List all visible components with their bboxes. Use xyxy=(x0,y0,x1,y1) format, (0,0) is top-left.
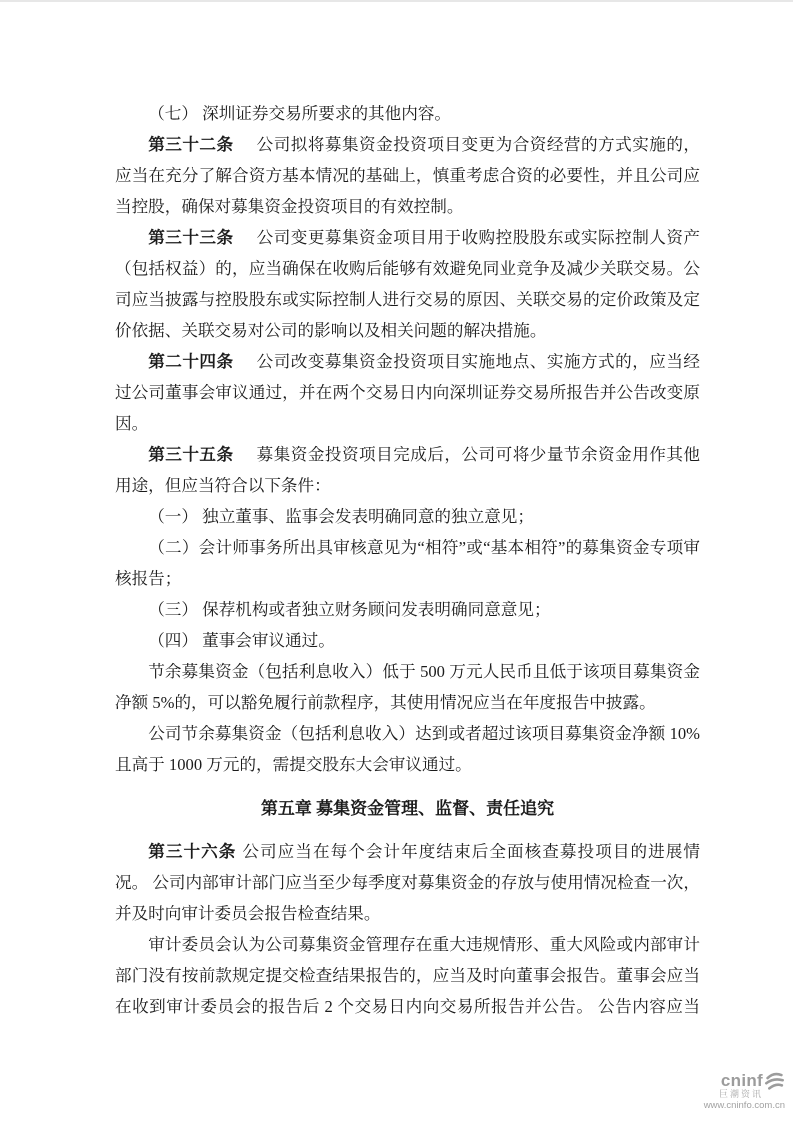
list-item-1 xyxy=(115,501,700,532)
article-33-term: 第三十三条 xyxy=(148,228,234,247)
article-36-paragraph xyxy=(115,836,700,929)
cninfo-logo-chinese: 巨潮资讯 xyxy=(718,1089,763,1099)
list-item-4 xyxy=(115,625,700,656)
cninfo-logo-url: www.cninfo.com.cn xyxy=(703,1099,785,1111)
paragraph-text: 募集资金投资项目完成后，公司可将少量节余资金用作其他用途，但应当符合以下条件： xyxy=(115,445,700,495)
article-35-paragraph xyxy=(115,439,700,501)
paragraph-text: 公司拟将募集资金投资项目变更为合资经营的方式实施的，应当在充分了解合资方基本情况的基础上，慎重考虑合资的必要性，并且公司应当控股，确保对募集资金投资项目的有效控制。 xyxy=(115,135,700,216)
cninfo-watermark xyxy=(665,1072,785,1111)
article-36-term: 第三十六条 xyxy=(148,842,237,861)
paragraph-text: 审计委员会认为公司募集资金管理存在重大违规情形、重大风险或内部审计部门没有按前款规定提交检查结果报告的，应当及时向董事会报告。董事会应当在收到审计委员会的报告后 2 个交易日内向交易所报告并公告。 公告内容应当 xyxy=(115,935,700,1016)
paragraph-text: 公司节余募集资金（包括利息收入）达到或者超过该项目募集资金净额 10%且高于 1000 万元的，需提交股东大会审议通过。 xyxy=(115,724,700,774)
article-32-paragraph xyxy=(115,129,700,222)
list-item-7 xyxy=(115,98,700,129)
paragraph-text: （七） 深圳证券交易所要求的其他内容。 xyxy=(148,104,452,123)
surplus-small-paragraph xyxy=(115,656,700,718)
page-top-edge xyxy=(0,0,793,2)
paragraph-text: （三） 保荐机构或者独立财务顾问发表明确同意意见； xyxy=(148,600,551,619)
list-item-3 xyxy=(115,594,700,625)
article-35-term: 第三十五条 xyxy=(148,445,234,464)
surplus-large-paragraph xyxy=(115,718,700,780)
paragraph-text: （二）会计师事务所出具审核意见为“相符”或“基本相符”的募集资金专项审核报告； xyxy=(115,538,700,588)
paragraph-text: 公司变更募集资金项目用于收购控股股东或实际控制人资产（包括权益）的，应当确保在收购后能够有效避免同业竞争及减少关联交易。公司应当披露与控股股东或实际控制人进行交易的原因、关联交易的定价政策及定价依据、关联交易对公司的影响以及相关问题的解决措施。 xyxy=(115,228,700,340)
paragraph-text: 公司改变募集资金投资项目实施地点、实施方式的，应当经过公司董事会审议通过，并在两个交易日内向深圳证券交易所报告并公告改变原因。 xyxy=(115,352,700,433)
article-33-paragraph xyxy=(115,222,700,346)
paragraph-text: 节余募集资金（包括利息收入）低于 500 万元人民币且低于该项目募集资金净额 5%的，可以豁免履行前款程序，其使用情况应当在年度报告中披露。 xyxy=(115,662,700,712)
list-item-2 xyxy=(115,532,700,594)
cninfo-logo-icon xyxy=(764,1072,785,1091)
chapter-5-heading: 第五章 募集资金管理、监督、责任追究 xyxy=(260,799,555,818)
article-32-term: 第三十二条 xyxy=(148,135,234,154)
paragraph-text: （一） 独立董事、监事会发表明确同意的独立意见； xyxy=(148,507,534,526)
article-24-term: 第二十四条 xyxy=(148,352,234,371)
paragraph-text: （四） 董事会审议通过。 xyxy=(148,631,335,650)
cninfo-logo-text: cninf xyxy=(720,1071,763,1091)
article-24-paragraph xyxy=(115,346,700,439)
paragraph-text: 公司应当在每个会计年度结束后全面核查募投项目的进展情况。 公司内部审计部门应当至少每季度对募集资金的存放与使用情况检查一次，并及时向审计委员会报告检查结果。 xyxy=(115,842,700,923)
document-body xyxy=(115,98,700,1022)
audit-committee-paragraph xyxy=(115,929,700,1022)
